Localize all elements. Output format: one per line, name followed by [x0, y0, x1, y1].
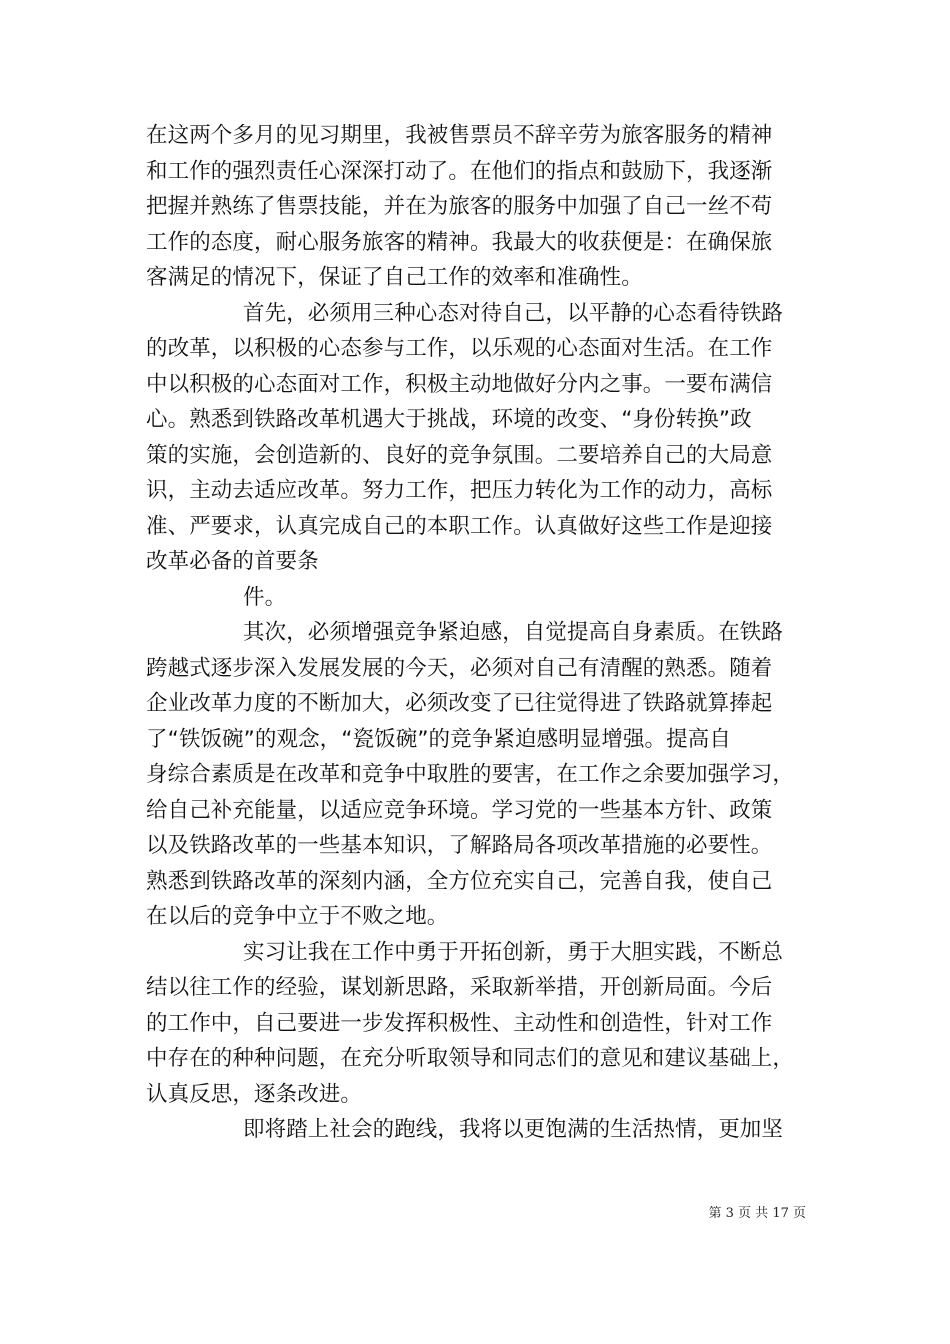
- text-line: 客满足的情况下，保证了自己工作的效率和准确性。: [146, 265, 643, 290]
- text-line: 以及铁路改革的一些基本知识，了解路局各项改革措施的必要性。: [146, 833, 773, 858]
- text-line: 的改革，以积极的心态参与工作，以乐观的心态面对生活。在工作: [146, 336, 773, 361]
- text-line: 企业改革力度的不断加大，必须改变了已往觉得进了铁路就算捧起: [146, 691, 773, 716]
- text-line: 在以后的竞争中立于不败之地。: [146, 904, 449, 929]
- paragraph-first-line: 即将踏上社会的跑线，我将以更饱满的生活热情，更加坚: [243, 1117, 784, 1142]
- text-line: 的工作中，自己要进一步发挥积极性、主动性和创造性，针对工作: [146, 1010, 773, 1036]
- text-line: 识，主动去适应改革。努力工作，把压力转化为工作的动力，高标: [146, 478, 773, 503]
- text-line: 中存在的种种问题，在充分听取领导和同志们的意见和建议基础上，: [146, 1046, 795, 1071]
- text-line: 在这两个多月的见习期里，我被售票员不辞辛劳为旅客服务的精神: [146, 123, 773, 148]
- text-line: 把握并熟练了售票技能，并在为旅客的服务中加强了自己一丝不苟: [146, 194, 773, 219]
- text-line: 结以往工作的经验，谋划新思路，采取新举措，开创新局面。今后: [146, 975, 773, 1000]
- paragraph-first-line: 实习让我在工作中勇于开拓创新，勇于大胆实践，不断总: [243, 939, 784, 965]
- text-line: 认真反思，逐条改进。: [146, 1081, 363, 1107]
- text-line: 准、严要求，认真完成自己的本职工作。认真做好这些工作是迎接: [146, 513, 773, 539]
- paragraph-first-line: 首先，必须用三种心态对待自己，以平静的心态看待铁路: [243, 300, 784, 326]
- document-body: [146, 118, 810, 1148]
- text-line: 改革必备的首要条: [146, 549, 319, 574]
- text-line: 给自己补充能量，以适应竞争环境。学习党的一些基本方针、政策: [146, 797, 773, 823]
- text-line: 工作的态度，耐心服务旅客的精神。我最大的收获便是：在确保旅: [146, 229, 773, 255]
- text-line: 策的实施，会创造新的、良好的竞争氛围。二要培养自己的大局意: [146, 442, 773, 468]
- text-line: 了“铁饭碗”的观念，“瓷饭碗”的竞争紧迫感明显增强。提高自: [146, 726, 731, 752]
- page-number-footer: 第 3 页 共 17 页: [708, 1206, 806, 1221]
- text-line: 中以积极的心态面对工作，积极主动地做好分内之事。一要布满信: [146, 371, 773, 397]
- paragraph-first-line: 件。: [243, 584, 287, 610]
- text-line: 心。熟悉到铁路改革机遇大于挑战，环境的改变、“身份转换”政: [146, 407, 752, 432]
- paragraph-first-line: 其次，必须增强竞争紧迫感，自觉提高自身素质。在铁路: [243, 620, 784, 645]
- text-line: 熟悉到铁路改革的深刻内涵，全方位充实自己，完善自我，使自己: [146, 868, 773, 894]
- text-line: 和工作的强烈责任心深深打动了。在他们的指点和鼓励下，我逐渐: [146, 158, 773, 184]
- text-line: 身综合素质是在改革和竞争中取胜的要害，在工作之余要加强学习，: [146, 762, 795, 787]
- text-line: 跨越式逐步深入发展发展的今天，必须对自己有清醒的熟悉。随着: [146, 655, 773, 681]
